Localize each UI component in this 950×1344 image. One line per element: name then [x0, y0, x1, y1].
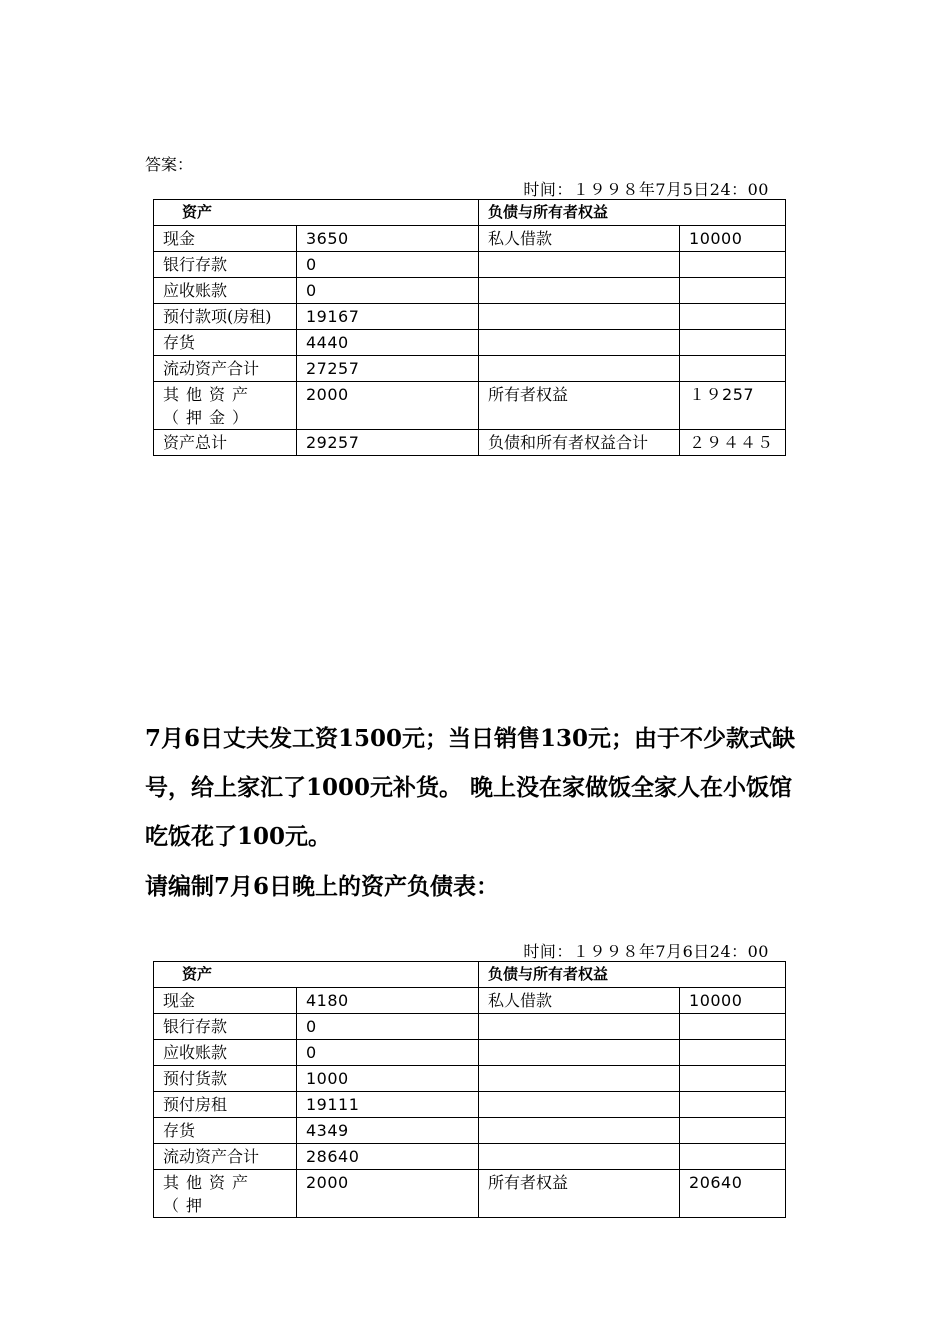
- liability-label: [479, 1092, 680, 1118]
- liability-label: [479, 278, 680, 304]
- asset-value: 0: [297, 1014, 479, 1040]
- table-row: [154, 1092, 786, 1118]
- asset-value: 19111: [297, 1092, 479, 1118]
- asset-value: 4180: [297, 988, 479, 1014]
- liability-value: [680, 330, 786, 356]
- asset-label: 银行存款: [154, 252, 297, 278]
- liability-label: [479, 1118, 680, 1144]
- asset-label: 资产总计: [154, 430, 297, 456]
- asset-label: 流动资产合计: [154, 1144, 297, 1170]
- table-row: [154, 1118, 786, 1144]
- liabilities-header: 负债与所有者权益: [479, 200, 786, 226]
- liability-value: [680, 1014, 786, 1040]
- asset-value: 0: [297, 252, 479, 278]
- asset-label: 流动资产合计: [154, 356, 297, 382]
- liability-value: [680, 1144, 786, 1170]
- asset-label: 银行存款: [154, 1014, 297, 1040]
- table-row: [154, 1144, 786, 1170]
- liability-value: 10000: [680, 988, 786, 1014]
- assets-header: 资产: [154, 962, 479, 988]
- asset-label: 预付款项(房租): [154, 304, 297, 330]
- liability-label: 所有者权益: [479, 382, 680, 430]
- liability-value: [680, 304, 786, 330]
- asset-label: 其他资产（押金）: [154, 382, 297, 430]
- table1-timestamp: 时间：１９９８年7月5日24：00: [523, 180, 769, 199]
- table-row: [154, 1170, 786, 1218]
- task-instruction: 请编制7月6日晚上的资产负债表：: [145, 873, 500, 900]
- liability-value: ２９４４５: [680, 430, 786, 456]
- liability-value: １９257: [680, 382, 786, 430]
- asset-value: 29257: [297, 430, 479, 456]
- asset-value: 4440: [297, 330, 479, 356]
- table-row: [154, 988, 786, 1014]
- balance-sheet-table-2: [153, 961, 786, 1218]
- liability-label: 负债和所有者权益合计: [479, 430, 680, 456]
- liability-value: [680, 1040, 786, 1066]
- liability-label: [479, 252, 680, 278]
- asset-label: 现金: [154, 226, 297, 252]
- asset-value: 19167: [297, 304, 479, 330]
- table-row: [154, 252, 786, 278]
- liability-label: [479, 330, 680, 356]
- liabilities-header: 负债与所有者权益: [479, 962, 786, 988]
- liability-label: [479, 356, 680, 382]
- asset-label: 其他资产（押: [154, 1170, 297, 1218]
- asset-value: 2000: [297, 382, 479, 430]
- narrative-paragraph: 7月6日丈夫发工资1500元；当日销售130元；由于不少款式缺号，给上家汇了1000元补货。 晚上没在家做饭全家人在小饭馆吃饭花了100元。: [145, 725, 796, 850]
- table-row: [154, 1014, 786, 1040]
- table-row: [154, 330, 786, 356]
- asset-value: 1000: [297, 1066, 479, 1092]
- table-row: [154, 430, 786, 456]
- liability-value: [680, 252, 786, 278]
- liability-label: [479, 1040, 680, 1066]
- answer-label: 答案：: [145, 155, 194, 174]
- asset-label: 预付货款: [154, 1066, 297, 1092]
- table-row: [154, 1040, 786, 1066]
- liability-value: [680, 278, 786, 304]
- table-row: [154, 1066, 786, 1092]
- table2-timestamp: 时间：１９９８年7月6日24：00: [523, 942, 769, 961]
- liability-label: 私人借款: [479, 226, 680, 252]
- table-row: [154, 382, 786, 430]
- liability-label: [479, 1014, 680, 1040]
- asset-label: 现金: [154, 988, 297, 1014]
- asset-label: 应收账款: [154, 278, 297, 304]
- liability-value: [680, 1118, 786, 1144]
- liability-value: 10000: [680, 226, 786, 252]
- liability-label: [479, 1066, 680, 1092]
- asset-value: 2000: [297, 1170, 479, 1218]
- asset-value: 27257: [297, 356, 479, 382]
- balance-sheet-table-1: [153, 199, 786, 456]
- table-header-row: [154, 962, 786, 988]
- liability-label: [479, 304, 680, 330]
- liability-label: 所有者权益: [479, 1170, 680, 1218]
- asset-value: 0: [297, 278, 479, 304]
- asset-value: 4349: [297, 1118, 479, 1144]
- asset-label: 存货: [154, 1118, 297, 1144]
- liability-label: 私人借款: [479, 988, 680, 1014]
- asset-label: 应收账款: [154, 1040, 297, 1066]
- liability-label: [479, 1144, 680, 1170]
- asset-value: 28640: [297, 1144, 479, 1170]
- table-row: [154, 226, 786, 252]
- assets-header: 资产: [154, 200, 479, 226]
- table-row: [154, 278, 786, 304]
- liability-value: [680, 1066, 786, 1092]
- liability-value: [680, 1092, 786, 1118]
- liability-value: 20640: [680, 1170, 786, 1218]
- table-header-row: [154, 200, 786, 226]
- asset-value: 0: [297, 1040, 479, 1066]
- asset-label: 存货: [154, 330, 297, 356]
- table-row: [154, 304, 786, 330]
- table-row: [154, 356, 786, 382]
- asset-value: 3650: [297, 226, 479, 252]
- asset-label: 预付房租: [154, 1092, 297, 1118]
- liability-value: [680, 356, 786, 382]
